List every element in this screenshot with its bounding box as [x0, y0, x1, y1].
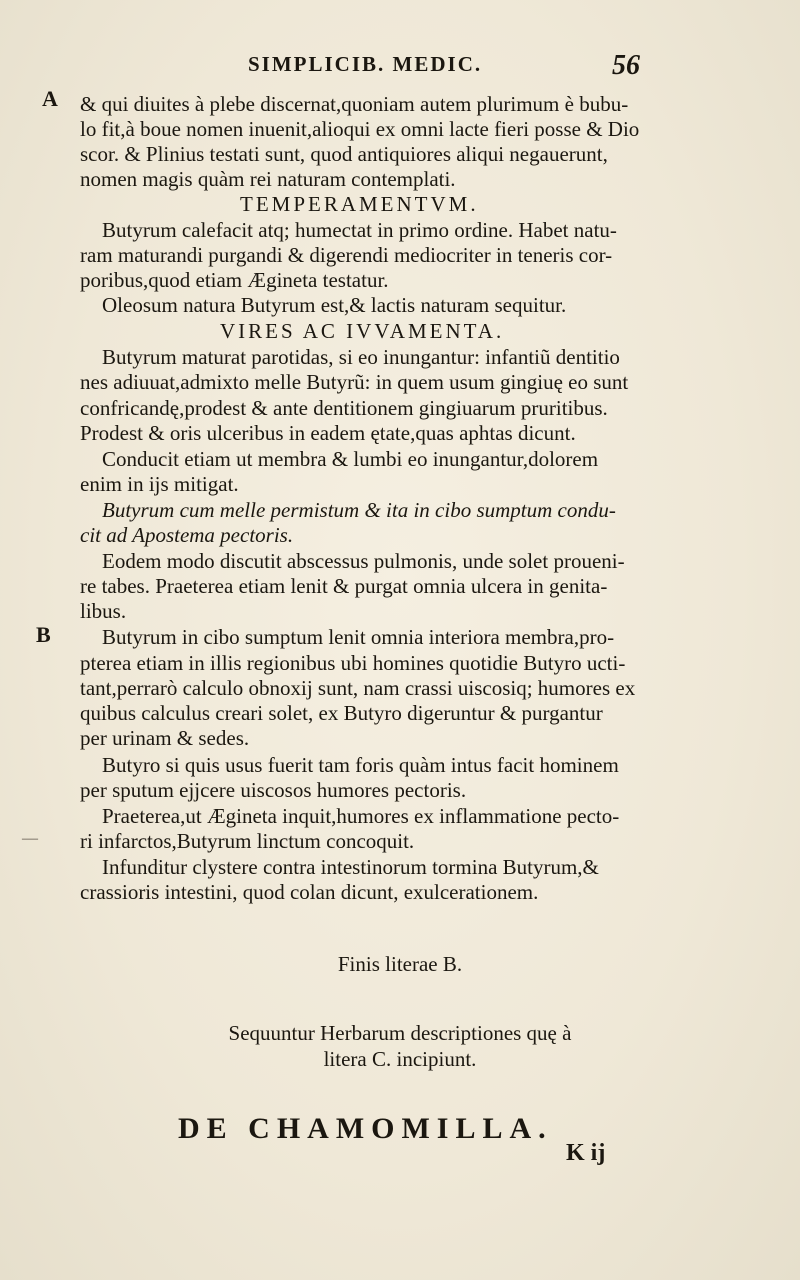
text-line: Prodest & oris ulceribus in eadem ętate,quas aphtas dicunt.	[80, 421, 576, 445]
text-line: Butyrum in cibo sumptum lenit omnia interiora membra,pro-	[102, 625, 615, 649]
next-chapter-heading: DE CHAMOMILLA.	[178, 1112, 553, 1145]
text-line: lo fit,à boue nomen inuenit,alioqui ex omni lacte fieri posse & Dio	[80, 117, 640, 141]
text-line: poribus,quod etiam Ægineta testatur.	[80, 268, 389, 292]
text-line: Conducit etiam ut membra & lumbi eo inungantur,dolorem	[102, 447, 599, 471]
text-line: confricandę,prodest & ante dentitionem gingiuarum pruritibus.	[80, 396, 608, 420]
text-line: enim in ijs mitigat.	[80, 472, 239, 496]
running-head: SIMPLICIB. MEDIC.	[248, 52, 483, 76]
text-line: Oleosum natura Butyrum est,& lactis naturam sequitur.	[102, 293, 567, 317]
text-line: per urinam & sedes.	[80, 726, 250, 750]
text-line: ram maturandi purgandi & digerendi mediocriter in teneris cor-	[80, 243, 613, 267]
signature-mark: K ij	[566, 1140, 606, 1166]
text-line: Butyrum calefacit atq; humectat in primo ordine. Habet natu-	[102, 218, 617, 242]
text-line: tant,perrarò calculo obnoxij sunt, nam crassi uiscosiq; humores ex	[80, 676, 636, 700]
text-line: & qui diuites à plebe discernat,quoniam autem plurimum è bubu-	[80, 92, 629, 116]
text-line: Praeterea,ut Ægineta inquit,humores ex inflammatione pecto-	[102, 804, 620, 828]
text-line: ri infarctos,Butyrum linctum concoquit.	[80, 829, 415, 853]
section-heading-temperamentum: TEMPERAMENTVM.	[240, 192, 479, 216]
text-line: nomen magis quàm rei naturam contemplati.	[80, 167, 456, 191]
sequuntur-line: litera C. incipiunt.	[323, 1047, 477, 1071]
text-line: libus.	[80, 599, 127, 623]
text-line: Butyro si quis usus fuerit tam foris quàm intus facit hominem	[102, 753, 619, 777]
text-line: per sputum ejjcere uiscosos humores pectoris.	[80, 778, 467, 802]
text-line: re tabes. Praeterea etiam lenit & purgat omnia ulcera in genita-	[80, 574, 608, 598]
margin-dash-mark: —	[22, 830, 38, 847]
text-line: Eodem modo discutit abscessus pulmonis, unde solet proueni-	[102, 549, 625, 573]
finis-line: Finis literae B.	[337, 952, 463, 976]
text-line: Butyrum maturat parotidas, si eo inungantur: infantiũ dentitio	[102, 345, 620, 369]
text-line-italic: cit ad Apostema pectoris.	[80, 523, 294, 547]
page-number: 56	[612, 50, 640, 81]
margin-letter-b: B	[36, 622, 51, 647]
text-line: pterea etiam in illis regionibus ubi homines quotidie Butyro ucti-	[80, 651, 626, 675]
section-heading-vires: VIRES AC IVVAMENTA.	[220, 319, 505, 343]
margin-letter-a: A	[42, 86, 58, 111]
text-line: crassioris intestini, quod colan dicunt, exulcerationem.	[80, 880, 539, 904]
text-line: quibus calculus creari solet, ex Butyro digeruntur & purgantur	[80, 701, 603, 725]
text-line: scor. & Plinius testati sunt, quod antiquiores aliqui negauerunt,	[80, 142, 608, 166]
sequuntur-line: Sequuntur Herbarum descriptiones quę à	[228, 1021, 572, 1045]
text-line-italic: Butyrum cum melle permistum & ita in cibo sumptum condu-	[102, 498, 616, 522]
text-line: Infunditur clystere contra intestinorum tormina Butyrum,&	[102, 855, 599, 879]
text-line: nes adiuuat,admixto melle Butyrũ: in quem usum gingiuę eo sunt	[80, 370, 629, 394]
